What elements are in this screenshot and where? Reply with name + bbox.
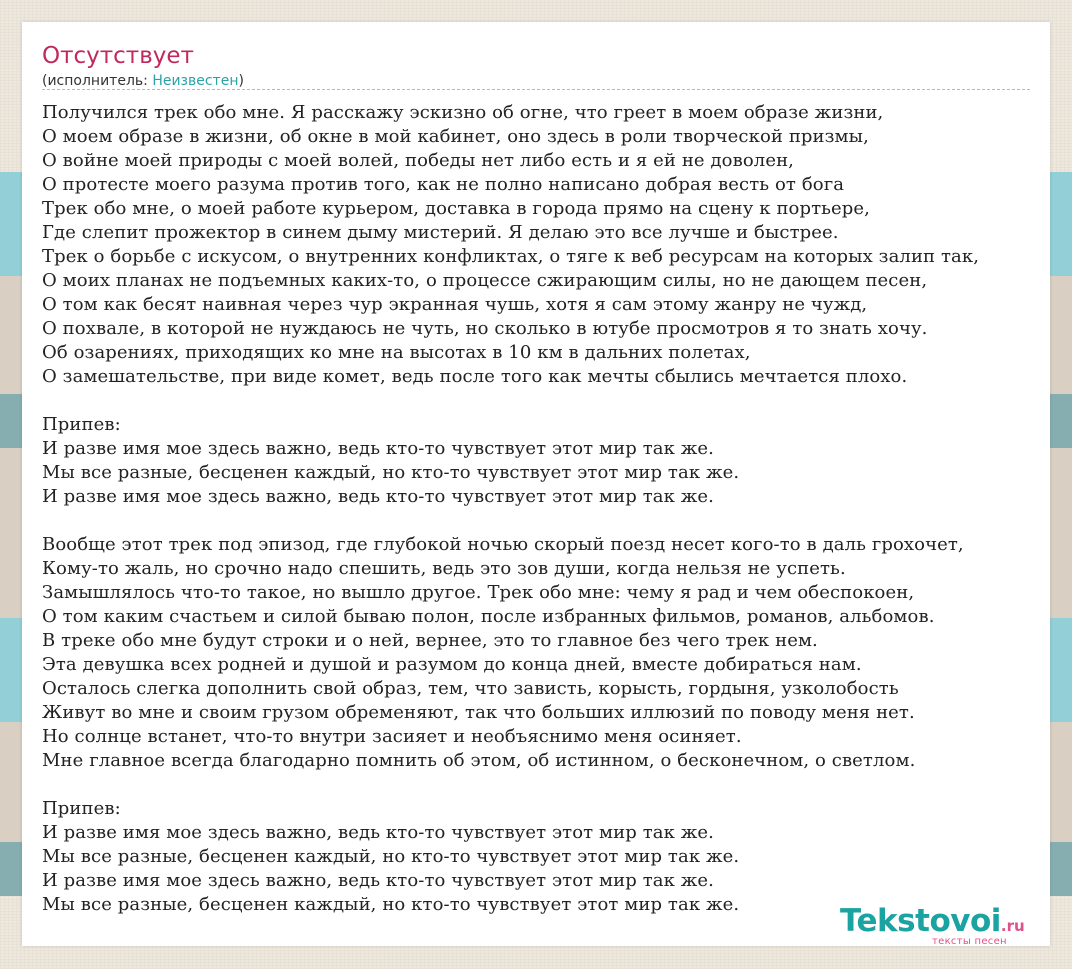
lyrics-line: Эта девушка всех родней и душой и разумом до конца дней, вместе добираться нам. (42, 654, 862, 675)
lyrics-card (22, 22, 1050, 946)
lyrics-line: О моих планах не подъемных каких-то, о процессе сжирающим силы, но не дающем песен, (42, 270, 928, 291)
logo-tagline: тексты песен (932, 936, 1007, 946)
artist-prefix: (исполнитель: (42, 73, 153, 89)
artist-line (42, 72, 244, 90)
lyrics-line: И разве имя мое здесь важно, ведь кто-то чувствует этот мир так же. (42, 438, 714, 459)
lyrics-blank-line (42, 509, 979, 533)
lyrics-line: О том каким счастьем и силой бываю полон, после избранных фильмов, романов, альбомов. (42, 606, 935, 627)
lyrics-line: И разве имя мое здесь важно, ведь кто-то чувствует этот мир так же. (42, 822, 714, 843)
lyrics-line: О войне моей природы с моей волей, победы нет либо есть и я ей не доволен, (42, 150, 794, 171)
lyrics-line: Трек о борьбе с искусом, о внутренних конфликтах, о тяге к веб ресурсам на которых залип так, (42, 246, 980, 267)
lyrics-text (42, 101, 979, 917)
lyrics-line: И разве имя мое здесь важно, ведь кто-то чувствует этот мир так же. (42, 870, 714, 891)
lyrics-line: Вообще этот трек под эпизод, где глубокой ночью скорый поезд несет кого-то в даль грохочет, (42, 534, 964, 555)
lyrics-line: О протесте моего разума против того, как не полно написано добрая весть от бога (42, 174, 845, 195)
logo-tld: .ru (1000, 917, 1025, 935)
lyrics-line: В треке обо мне будут строки и о ней, вернее, это то главное без чего трек нем. (42, 630, 818, 651)
lyrics-line: Припев: (42, 798, 121, 819)
logo-brand: Tekstovoi (840, 903, 1001, 939)
lyrics-line: Осталось слегка дополнить свой образ, тем, что зависть, корысть, гордыня, узколобость (42, 678, 899, 699)
artist-suffix: ) (238, 73, 244, 89)
lyrics-line: О том как бесят наивная через чур экранная чушь, хотя я сам этому жанру не чужд, (42, 294, 868, 315)
divider (42, 89, 1030, 90)
lyrics-line: О замешательстве, при виде комет, ведь после того как мечты сбылись мечтается плохо. (42, 366, 908, 387)
lyrics-line: Мы все разные, бесценен каждый, но кто-то чувствует этот мир так же. (42, 462, 740, 483)
lyrics-line: Припев: (42, 414, 121, 435)
lyrics-line: О похвале, в которой не нуждаюсь не чуть, но сколько в ютубе просмотров я то знать хочу. (42, 318, 928, 339)
lyrics-line: Трек обо мне, о моей работе курьером, доставка в города прямо на сцену к портьере, (42, 198, 871, 219)
artist-link[interactable]: Неизвестен (152, 73, 239, 89)
lyrics-line: Замышлялось что-то такое, но вышло другое. Трек обо мне: чему я рад и чем обеспокоен, (42, 582, 915, 603)
lyrics-blank-line (42, 773, 979, 797)
lyrics-line: Об озарениях, приходящих ко мне на высотах в 10 км в дальних полетах, (42, 342, 751, 363)
site-logo[interactable] (840, 903, 1025, 946)
lyrics-line: Получился трек обо мне. Я расскажу эскизно об огне, что греет в моем образе жизни, (42, 102, 884, 123)
lyrics-line: Где слепит прожектор в синем дыму мистерий. Я делаю это все лучше и быстрее. (42, 222, 839, 243)
lyrics-line: Но солнце встанет, что-то внутри засияет и необъяснимо меня осиняет. (42, 726, 742, 747)
lyrics-line: Кому-то жаль, но срочно надо спешить, ведь это зов души, когда нельзя не успеть. (42, 558, 846, 579)
lyrics-line: О моем образе в жизни, об окне в мой кабинет, оно здесь в роли творческой призмы, (42, 126, 869, 147)
song-title: Отсутствует (42, 43, 194, 69)
lyrics-line: Мне главное всегда благодарно помнить об этом, об истинном, о бесконечном, о светлом. (42, 750, 916, 771)
lyrics-line: Мы все разные, бесценен каждый, но кто-то чувствует этот мир так же. (42, 894, 740, 915)
lyrics-line: И разве имя мое здесь важно, ведь кто-то чувствует этот мир так же. (42, 486, 714, 507)
lyrics-blank-line (42, 389, 979, 413)
lyrics-line: Живут во мне и своим грузом обременяют, так что больших иллюзий по поводу меня нет. (42, 702, 915, 723)
lyrics-line: Мы все разные, бесценен каждый, но кто-то чувствует этот мир так же. (42, 846, 740, 867)
